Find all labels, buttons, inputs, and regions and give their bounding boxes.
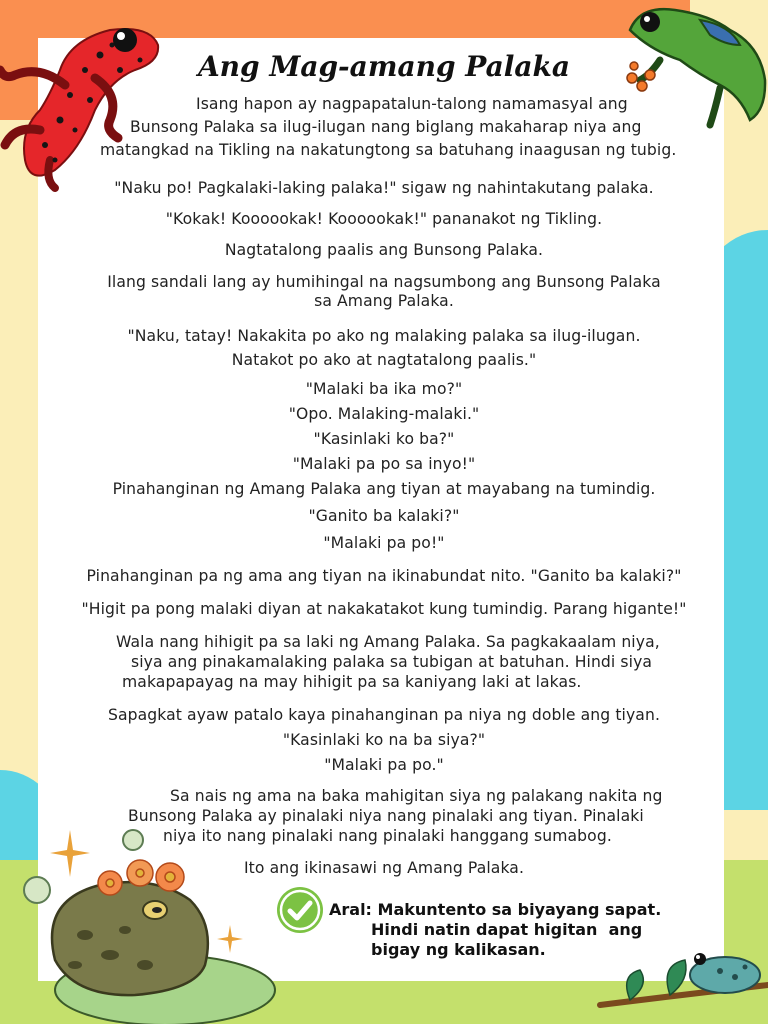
moral-line: bigay ng kalikasan. [371,940,546,959]
story-line: "Naku, tatay! Nakakita po ako ng malaking palaka sa ilug-ilugan. [127,327,641,345]
check-icon [277,887,323,933]
green-tree-frog-icon [620,0,768,135]
story-line: matangkad na Tikling na nakatungtong sa batuhang inaagusan ng tubig. [100,141,677,159]
story-line: Pinahanginan pa ng ama ang tiyan na ikinabundat nito. "Ganito ba kalaki?" [86,567,682,585]
dialogue-line: "Malaki pa po sa inyo!" [292,455,476,473]
story-line: "Naku po! Pagkalaki-laking palaka!" sigaw ng nahintakutang palaka. [114,179,654,197]
story-line: niya ito nang pinalaki nang pinalaki hanggang sumabog. [163,827,612,845]
story-line: Ito ang ikinasawi ng Amang Palaka. [243,859,525,877]
dialogue-line: "Malaki ba ika mo?" [305,380,463,398]
moral-line: Aral: Makuntento sa biyayang sapat. [329,900,662,919]
dialogue-line: "Kasinlaki ko ba?" [313,430,455,448]
story-line: "Kokak! Koooookak! Koooookak!" pananakot ng Tikling. [165,210,603,228]
dialogue-line: "Ganito ba kalaki?" [308,507,460,525]
dialogue-line: "Opo. Malaking-malaki." [288,405,480,423]
story-line: Pinahanginan ng Amang Palaka ang tiyan at mayabang na tumindig. [112,480,656,498]
story-line: Natakot po ako at nagtatalong paalis." [231,351,537,369]
story-line: Bunsong Palaka sa ilug-ilugan nang biglang makaharap niya ang [130,118,642,136]
story-line: siya ang pinakamalaking palaka sa tubigan at batuhan. Hindi siya [131,653,653,671]
dialogue-line: "Malaki pa po!" [323,534,445,552]
story-line: Sa nais ng ama na baka mahigitan siya ng palakang nakita ng [170,787,663,805]
small-frog-on-branch-icon [600,945,768,1024]
red-frog-icon [0,0,165,190]
story-line: "Higit pa pong malaki diyan at nakakatakot kung tumindig. Parang higante!" [81,600,687,618]
story-line: Bunsong Palaka ay pinalaki niya nang pinalaki ang tiyan. Pinalaki [128,807,644,825]
dialogue-line: "Malaki pa po." [324,756,444,774]
story-line: Ilang sandali lang ay humihingal na nagsumbong ang Bunsong Palaka [107,273,661,291]
story-line: Wala nang hihigit pa sa laki ng Amang Palaka. Sa pagkakaalam niya, [116,633,660,651]
story-line: Isang hapon ay nagpapatalun-talong namamasyal ang [196,95,628,113]
story-line: Nagtatalong paalis ang Bunsong Palaka. [224,241,544,259]
moral-line: Hindi natin dapat higitan ang [371,920,643,939]
dialogue-line: "Kasinlaki ko na ba siya?" [282,731,486,749]
toad-with-flowers-icon [15,805,275,1024]
story-title: Ang Mag-amang Palaka [197,50,571,83]
story-line: sa Amang Palaka. [314,292,454,310]
story-line: makapapayag na may hihigit pa sa kaniyang laki at lakas. [122,673,582,691]
story-line: Sapagkat ayaw patalo kaya pinahanginan pa niya ng doble ang tiyan. [107,706,661,724]
